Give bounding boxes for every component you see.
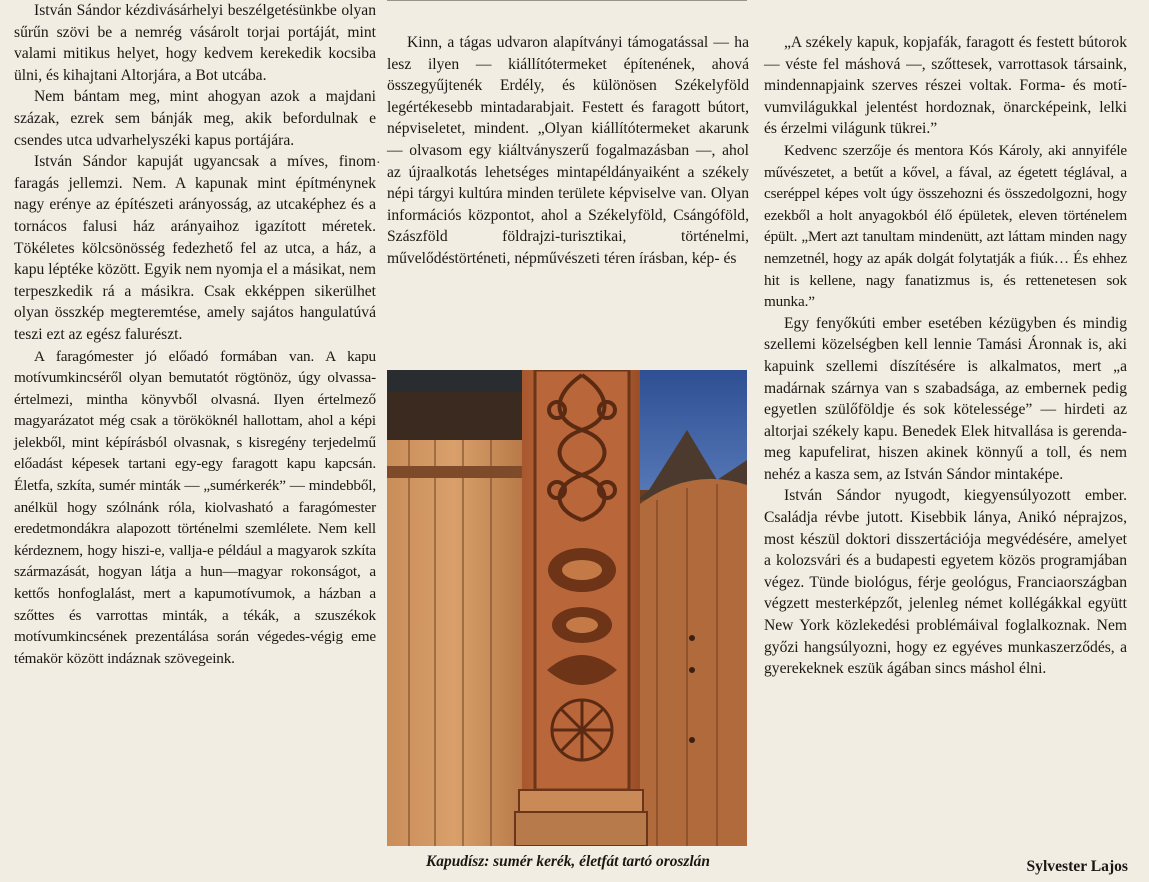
paragraph: Nem bántam meg, mint ahogyan azok a majdani százak, ezrek sem bánják meg, akik befordulnak e csendes utca udvarhelyszéki kapus portájára. bbox=[14, 88, 376, 149]
column-top-rule bbox=[387, 0, 747, 7]
article-column-2 bbox=[387, 32, 749, 270]
carved-gate-photo bbox=[387, 370, 747, 846]
paragraph: A faragómester jó előadó formában van. A kapu motívumkincséről olyan bemutatót rögtönöz, úgy olvassa-értelmezi, mintha könyvből olvasná. Ilyen értelmező magyarázatot még csak a törököknél hallottam, ahol a képi jelekből, mint képírásból olvasnak, s kisregény terjedelmű előadást képesek tartani egy-egy faragott kapu kapcsán. Életfa, szkíta, sumér minták — „sumérkerék” — mindebből, anélkül hogy szólnánk róla, kiolvasható a faragómester eredetmondákra alapozott történelmi szemlélete. Nem kell kérdeznem, hogy hiszi-e, vallja-e például a magyarok szkíta származását, hogyan látja a hun—magyar rokonságot, a kettős honfoglalást, mert a kapumotívumok, a házban a szőttes és varrottas minták, a tékák, a szuszékok motívumkincsének prezentálása során végedes-végig eme témakör között indáznak szövegeink. bbox=[14, 347, 376, 667]
paragraph: Egy fenyőkúti ember esetében kézügyben és mindig szellemi közelségben kell lennie Tamási Áronnak is, aki kapuink szellemi díszítésére is alkalmatos, mert „a madárnak szárnya van s szabadsága, az embernek pedig egyetlen szülőföldje és sok kötelessége” — hirdeti az altorjai székely kapu. Benedek Elek hitvallása is gerenda- meg kapufelirat, hiszen akinek könnyű a toll, és nem nehéz a kasza sem, az István Sándor mintaképe. bbox=[764, 314, 1127, 483]
paragraph: „A székely kapuk, kopjafák, faragott és festett bútorok — véste fel máshová —, szőttesek, varrottasok társaink, mindennapjaink szerves részei voltak. Forma- és motívumvilágukkal jelentést hordoznak, önarcképeink, lelki és érzelmi világunk tükrei.” bbox=[764, 34, 1127, 138]
paragraph: Kinn, a tágas udvaron alapítványi támogatással — ha lesz ilyen — kiállítótermeket építenének, ahová összegyűjtenék Erdély, és különösen Székelyföld legértékesebb mintadarabjait. Festett és faragott bútort, népviseletet, mindent. „Olyan kiállítótermeket akarunk — olvasom egy kiáltványszerű fogalmazásban —, ahol az újraalkotás lehetséges mintapéldányaiként a székely népi tárgyi kultúra minden területe képviselve van. Olyan információs központot, ahol a Székelyföld, Csángóföld, Szászföld földrajzi-turisztikai, történelmi, művelődéstörténeti, népművészeti téren írásban, kép- és bbox=[387, 34, 749, 267]
paragraph: István Sándor kézdivásárhelyi beszélgetésünkbe olyan sűrűn szövi be a nemrég vásárolt torjai portáját, mint valami mitikus helyet, hogy kedvem kerekedik kocsiba ülni, és kihajtani Altorjára, a Bot utcába. bbox=[14, 2, 376, 84]
article-column-1 bbox=[14, 0, 376, 669]
column-divider-dot: · bbox=[376, 156, 381, 171]
paragraph: István Sándor kapuját ugyancsak a míves, finom faragás jellemzi. Nem. A kapunak mint építménynek nagy erénye az építészeti arányosság, az utcaképhez és a tornácos falusi ház arányaihoz igazított méretek. Tökéletes kölcsönösség fedezhető fel az utca, a ház, a kapu léptéke között. Egyik nem nyomja el a másikat, nem terpeszkedik rá a másikra. Csak ekképpen sikerülhet olyan összkép megteremtése, amely sajátos hangulatúvá teszi ezt az egész falurészt. bbox=[14, 153, 376, 343]
article-column-3 bbox=[764, 32, 1127, 680]
author-signature: Sylvester Lajos bbox=[1026, 858, 1128, 875]
paragraph: István Sándor nyugodt, kiegyensúlyozott ember. Családja révbe jutott. Kisebbik lánya, Anikó néprajzos, most készül doktori disszertációja megvédésére, amelyet a kolozsvári és a budapesti egyetem közös programjában végez. Tünde biológus, férje geológus, Franciaországban végzett mesterképzőt, jelenleg német kollégákkal együtt New York közlekedési problémáival foglalkoznak. Nem győzi hangsúlyozni, hogy ez egyéves munkaszerződés, a gyerekeknek eszük ágában sincs máshol élni. bbox=[764, 487, 1127, 678]
photo-caption: Kapudísz: sumér kerék, életfát tartó oroszlán bbox=[426, 853, 710, 870]
paragraph: Kedvenc szerzője és mentora Kós Károly, aki annyiféle művészetet, a betűt a kővel, a fával, az égetett téglával, a cseréppel képes volt úgy összehozni és összedolgozni, hogy ezekből a holt anyagokból élő épületek, eleven történelem épült. „Mert azt tanultam mindenütt, azt láttam minden nagy nemzetnél, hogy az apák dolgát folytatják a fiúk… És ehhez hit is kellene, nagy fanatizmus is, és rettenetesen sok munka.” bbox=[764, 141, 1127, 311]
